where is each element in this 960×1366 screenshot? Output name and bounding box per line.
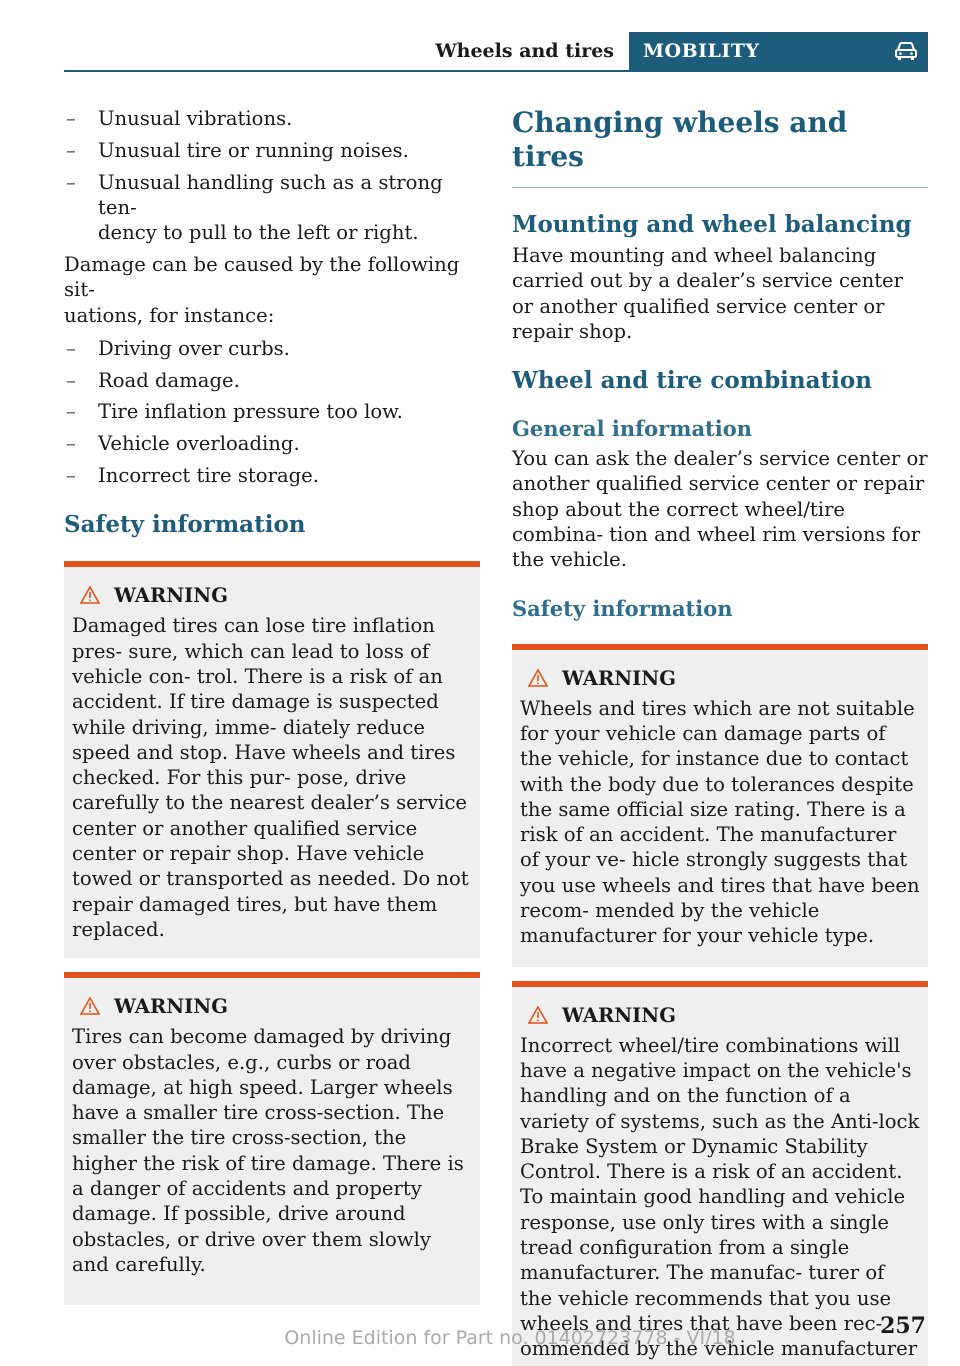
warning-box (512, 644, 928, 967)
list-item: – Incorrect tire storage. (66, 464, 320, 488)
safety-info-heading: Safety information (64, 511, 306, 539)
list-item: – Driving over curbs. (66, 336, 290, 360)
mounting-text: Have mounting and wheel balancing carried out by a dealer’s service center or another qualified service center or repair shop. (512, 244, 904, 343)
page-number: 257 (880, 1313, 926, 1339)
warning-text: Tires can become damaged by driving over obstacles, e.g., curbs or road damage, at high speed. Larger wheels have a smaller tire cross-section. The smaller the tire cross-section, the higher the risk of tire damage. There is a danger of accidents and property damage. If possible, drive around obstacles, or drive over them slowly and carefully. (72, 1025, 464, 1276)
warning-box (64, 972, 480, 1305)
list-item: – Unusual tire or running noises. (66, 138, 409, 162)
warning-triangle-icon (528, 669, 548, 687)
combination-heading: Wheel and tire combination (512, 367, 872, 395)
warning-text: Wheels and tires which are not suitable for your vehicle can damage parts of the vehicle, for instance due to contact with the body due to tolerances despite the same official size rating. There is a risk of an accident. The manufacturer of your ve‐ hicle strongly suggests that you use wheels and tires that have been recom‐ mended by the vehicle manufacturer for your vehicle type. (520, 696, 920, 948)
damage-causes-list (64, 336, 480, 488)
warning-triangle-icon (80, 586, 100, 604)
edition-footer: Online Edition for Part no. 01402723778 - VI/18 (284, 1327, 736, 1349)
general-info-text: You can ask the dealer’s service center or another qualified service center or repair shop about the correct wheel/tire combina‐ tion and wheel rim versions for the vehicle. (512, 447, 928, 572)
warning-triangle-icon (528, 1006, 548, 1024)
list-item: – Unusual handling such as a strong ten‐ dency to pull to the left or right. (66, 170, 443, 245)
list-item: – Vehicle overloading. (66, 432, 300, 456)
warning-title: WARNING (72, 994, 472, 1020)
warning-title: WARNING (520, 666, 920, 692)
header-chapter-tab (629, 32, 928, 70)
damage-intro-text: Damage can be caused by the following sit‐ uations, for instance: (64, 252, 460, 327)
symptom-list (64, 106, 480, 245)
header-chapter-label: MOBILITY (643, 40, 760, 62)
main-heading: Changing wheels and tires (512, 106, 928, 188)
list-item: – Tire inflation pressure too low. (66, 400, 403, 424)
warning-text: Incorrect wheel/tire combinations will have a negative impact on the vehicle's handling and on the function of a variety of systems, such as the Anti-lock Brake System or Dynamic Stability Control. There is a risk of an accident. To maintain good handling and vehicle response, use only tires with a single tread configuration from a single manufacturer. The manufac‐ turer of the vehicle recommends that you use wheels and tires that have been rec‐ ommended by the vehicle manufacturer (520, 1033, 920, 1361)
warning-text: Damaged tires can lose tire inflation pres‐ sure, which can lead to loss of vehicle con‐ trol. There is a risk of an accident. If tire damage is suspected while driving, imme‐ diately reduce speed and stop. Have wheels and tires checked. For this pur‐ pose, drive carefully to the nearest dealer’s service center or another qualified service center or repair shop. Have vehicle towed or transported as needed. Do not repair damaged tires, but have them replaced. (72, 614, 469, 941)
list-item: – Road damage. (66, 368, 240, 392)
mounting-heading: Mounting and wheel balancing (512, 211, 912, 238)
warning-box (512, 981, 928, 1366)
warning-title: WARNING (520, 1003, 920, 1029)
safety-info-heading: Safety information (512, 595, 733, 621)
warning-title: WARNING (72, 583, 472, 609)
list-item: – Unusual vibrations. (66, 107, 293, 130)
page-header (64, 32, 928, 72)
general-info-heading: General information (512, 416, 753, 442)
header-section-title: Wheels and tires (435, 40, 614, 62)
left-column (64, 100, 480, 1305)
warning-box (64, 561, 480, 958)
right-column (512, 106, 928, 1366)
warning-triangle-icon (80, 997, 100, 1015)
car-icon (894, 40, 918, 62)
